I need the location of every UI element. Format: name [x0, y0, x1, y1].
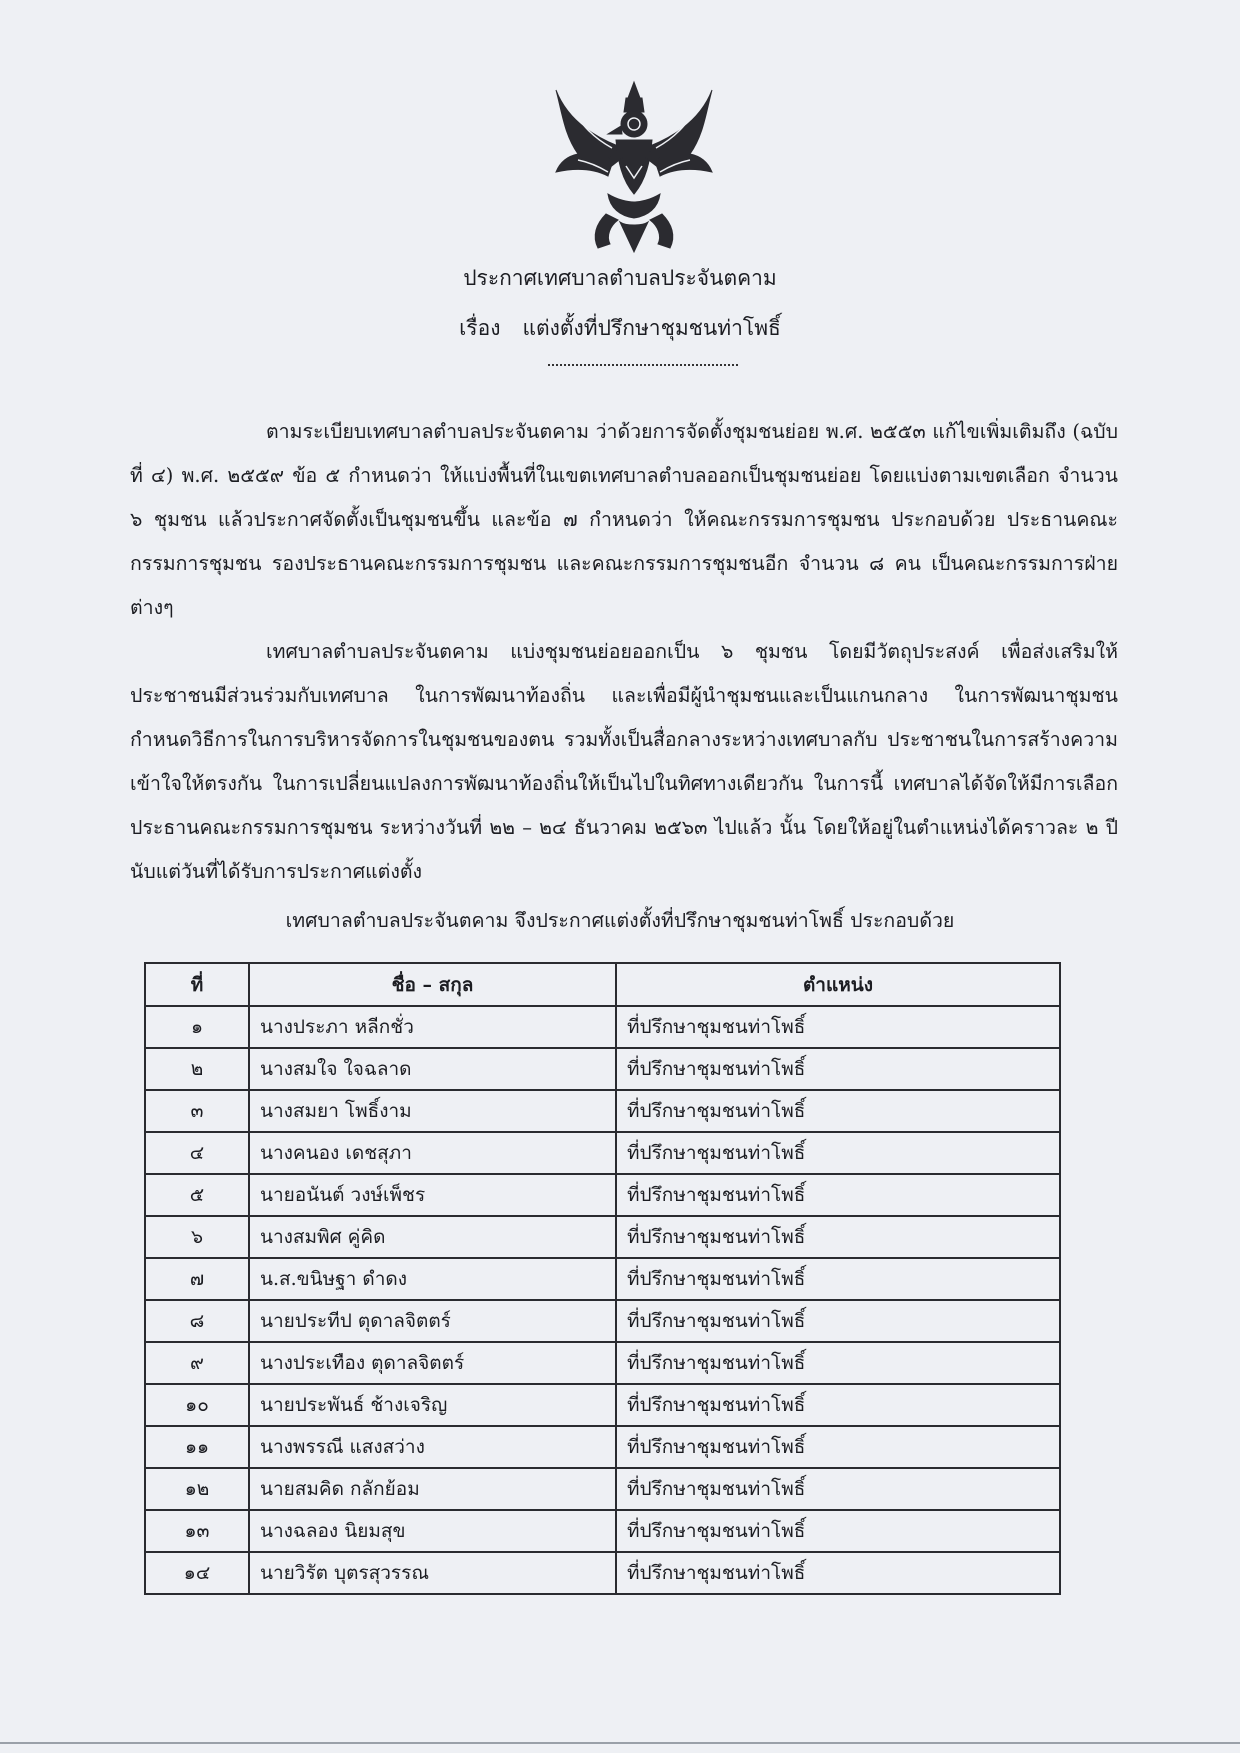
member-name: นายประพันธ์ ช้างเจริญ — [249, 1384, 616, 1426]
member-name: นางประเทือง ตุดาลจิตตร์ — [249, 1342, 616, 1384]
member-name: นายวิรัต บุตรสุวรรณ — [249, 1552, 616, 1594]
row-number: ๑ — [145, 1006, 249, 1048]
row-number: ๒ — [145, 1048, 249, 1090]
row-number: ๑๔ — [145, 1552, 249, 1594]
row-number: ๕ — [145, 1174, 249, 1216]
member-position: ที่ปรึกษาชุมชนท่าโพธิ์ — [616, 1090, 1060, 1132]
table-row — [145, 1048, 1060, 1090]
header-position: ตำแหน่ง — [616, 963, 1060, 1006]
member-name: น.ส.ขนิษฐา ดำดง — [249, 1258, 616, 1300]
row-number: ๗ — [145, 1258, 249, 1300]
table-row — [145, 1258, 1060, 1300]
member-position: ที่ปรึกษาชุมชนท่าโพธิ์ — [616, 1510, 1060, 1552]
member-name: นางสมใจ ใจฉลาด — [249, 1048, 616, 1090]
row-number: ๙ — [145, 1342, 249, 1384]
header-name: ชื่อ – สกุล — [249, 963, 616, 1006]
member-name: นางสมพิศ คู่คิด — [249, 1216, 616, 1258]
row-number: ๘ — [145, 1300, 249, 1342]
page-edge-line — [0, 1742, 1240, 1744]
table-row — [145, 1510, 1060, 1552]
member-position: ที่ปรึกษาชุมชนท่าโพธิ์ — [616, 1552, 1060, 1594]
document-subject — [0, 312, 1240, 345]
table-row — [145, 1006, 1060, 1048]
table-row — [145, 1132, 1060, 1174]
row-number: ๔ — [145, 1132, 249, 1174]
dotted-divider — [548, 364, 738, 366]
member-position: ที่ปรึกษาชุมชนท่าโพธิ์ — [616, 1006, 1060, 1048]
subject-label: เรื่อง — [459, 316, 501, 340]
member-name: นายสมคิด กลักย้อม — [249, 1468, 616, 1510]
member-position: ที่ปรึกษาชุมชนท่าโพธิ์ — [616, 1384, 1060, 1426]
member-name: นางสมยา โพธิ์งาม — [249, 1090, 616, 1132]
garuda-emblem-icon — [548, 76, 720, 256]
table-row — [145, 1300, 1060, 1342]
body-paragraph-2: เทศบาลตำบลประจันตคาม แบ่งชุมชนย่อยออกเป็น ๖ ชุมชน โดยมีวัตถุประสงค์ เพื่อส่งเสริมให้ประชาชนมีส่วนร่วมกับเทศบาล ในการพัฒนาท้องถิ่น และเพื่อมีผู้นำชุมชนและเป็นแกนกลาง ในการพัฒนาชุมชน กำหนดวิธีการในการบริหารจัดการในชุมชนของตน รวมทั้งเป็นสื่อกลางระหว่างเทศบาลกับ ประชาชนในการสร้างความเข้าใจให้ตรงกัน ในการเปลี่ยนแปลงการพัฒนาท้องถิ่นให้เป็นไปในทิศทางเดียวกัน ในการนี้ เทศบาลได้จัดให้มีการเลือกประธานคณะกรรมการชุมชน ระหว่างวันที่ ๒๒ – ๒๔ ธันวาคม ๒๕๖๓ ไปแล้ว นั้น โดยให้อยู่ในตำแหน่งได้คราวละ ๒ ปี นับแต่วันที่ได้รับการประกาศแต่งตั้ง — [130, 640, 1118, 883]
member-name: นางคนอง เดชสุภา — [249, 1132, 616, 1174]
row-number: ๓ — [145, 1090, 249, 1132]
member-position: ที่ปรึกษาชุมชนท่าโพธิ์ — [616, 1216, 1060, 1258]
member-position: ที่ปรึกษาชุมชนท่าโพธิ์ — [616, 1342, 1060, 1384]
member-position: ที่ปรึกษาชุมชนท่าโพธิ์ — [616, 1468, 1060, 1510]
table-header-row — [145, 963, 1060, 1006]
table-row — [145, 1342, 1060, 1384]
subject-text: แต่งตั้งที่ปรึกษาชุมชนท่าโพธิ์ — [522, 316, 781, 340]
member-position: ที่ปรึกษาชุมชนท่าโพธิ์ — [616, 1132, 1060, 1174]
row-number: ๖ — [145, 1216, 249, 1258]
member-position: ที่ปรึกษาชุมชนท่าโพธิ์ — [616, 1426, 1060, 1468]
row-number: ๑๓ — [145, 1510, 249, 1552]
member-position: ที่ปรึกษาชุมชนท่าโพธิ์ — [616, 1174, 1060, 1216]
table-row — [145, 1090, 1060, 1132]
table-intro: เทศบาลตำบลประจันตคาม จึงประกาศแต่งตั้งที่ปรึกษาชุมชนท่าโพธิ์ ประกอบด้วย — [285, 909, 955, 932]
member-position: ที่ปรึกษาชุมชนท่าโพธิ์ — [616, 1048, 1060, 1090]
member-position: ที่ปรึกษาชุมชนท่าโพธิ์ — [616, 1258, 1060, 1300]
table-row — [145, 1384, 1060, 1426]
member-name: นายประทีป ตุดาลจิตตร์ — [249, 1300, 616, 1342]
table-row — [145, 1468, 1060, 1510]
table-row — [145, 1552, 1060, 1594]
member-name: นางฉลอง นิยมสุข — [249, 1510, 616, 1552]
member-name: นางประภา หลีกชั่ว — [249, 1006, 616, 1048]
member-name: นายอนันต์ วงษ์เพ็ชร — [249, 1174, 616, 1216]
table-row — [145, 1426, 1060, 1468]
row-number: ๑๑ — [145, 1426, 249, 1468]
member-name: นางพรรณี แสงสว่าง — [249, 1426, 616, 1468]
table-row — [145, 1174, 1060, 1216]
member-position: ที่ปรึกษาชุมชนท่าโพธิ์ — [616, 1300, 1060, 1342]
table-body — [145, 1006, 1060, 1594]
members-table — [144, 962, 1061, 1595]
row-number: ๑๒ — [145, 1468, 249, 1510]
row-number: ๑๐ — [145, 1384, 249, 1426]
table-row — [145, 1216, 1060, 1258]
header-number: ที่ — [145, 963, 249, 1006]
body-paragraph-1: ตามระเบียบเทศบาลตำบลประจันตคาม ว่าด้วยการจัดตั้งชุมชนย่อย พ.ศ. ๒๕๕๓ แก้ไขเพิ่มเติมถึง (ฉบับที่ ๔) พ.ศ. ๒๕๕๙ ข้อ ๕ กำหนดว่า ให้แบ่งพื้นที่ในเขตเทศบาลตำบลออกเป็นชุมชนย่อย โดยแบ่งตามเขตเลือก จำนวน ๖ ชุมชน แล้วประกาศจัดตั้งเป็นชุมชนขึ้น และข้อ ๗ กำหนดว่า ให้คณะกรรมการชุมชน ประกอบด้วย ประธานคณะกรรมการชุมชน รองประธานคณะกรรมการชุมชน และคณะกรรมการชุมชนอีก จำนวน ๘ คน เป็นคณะกรรมการฝ่ายต่างๆ — [130, 420, 1118, 619]
document-title: ประกาศเทศบาลตำบลประจันตคาม — [463, 266, 777, 290]
